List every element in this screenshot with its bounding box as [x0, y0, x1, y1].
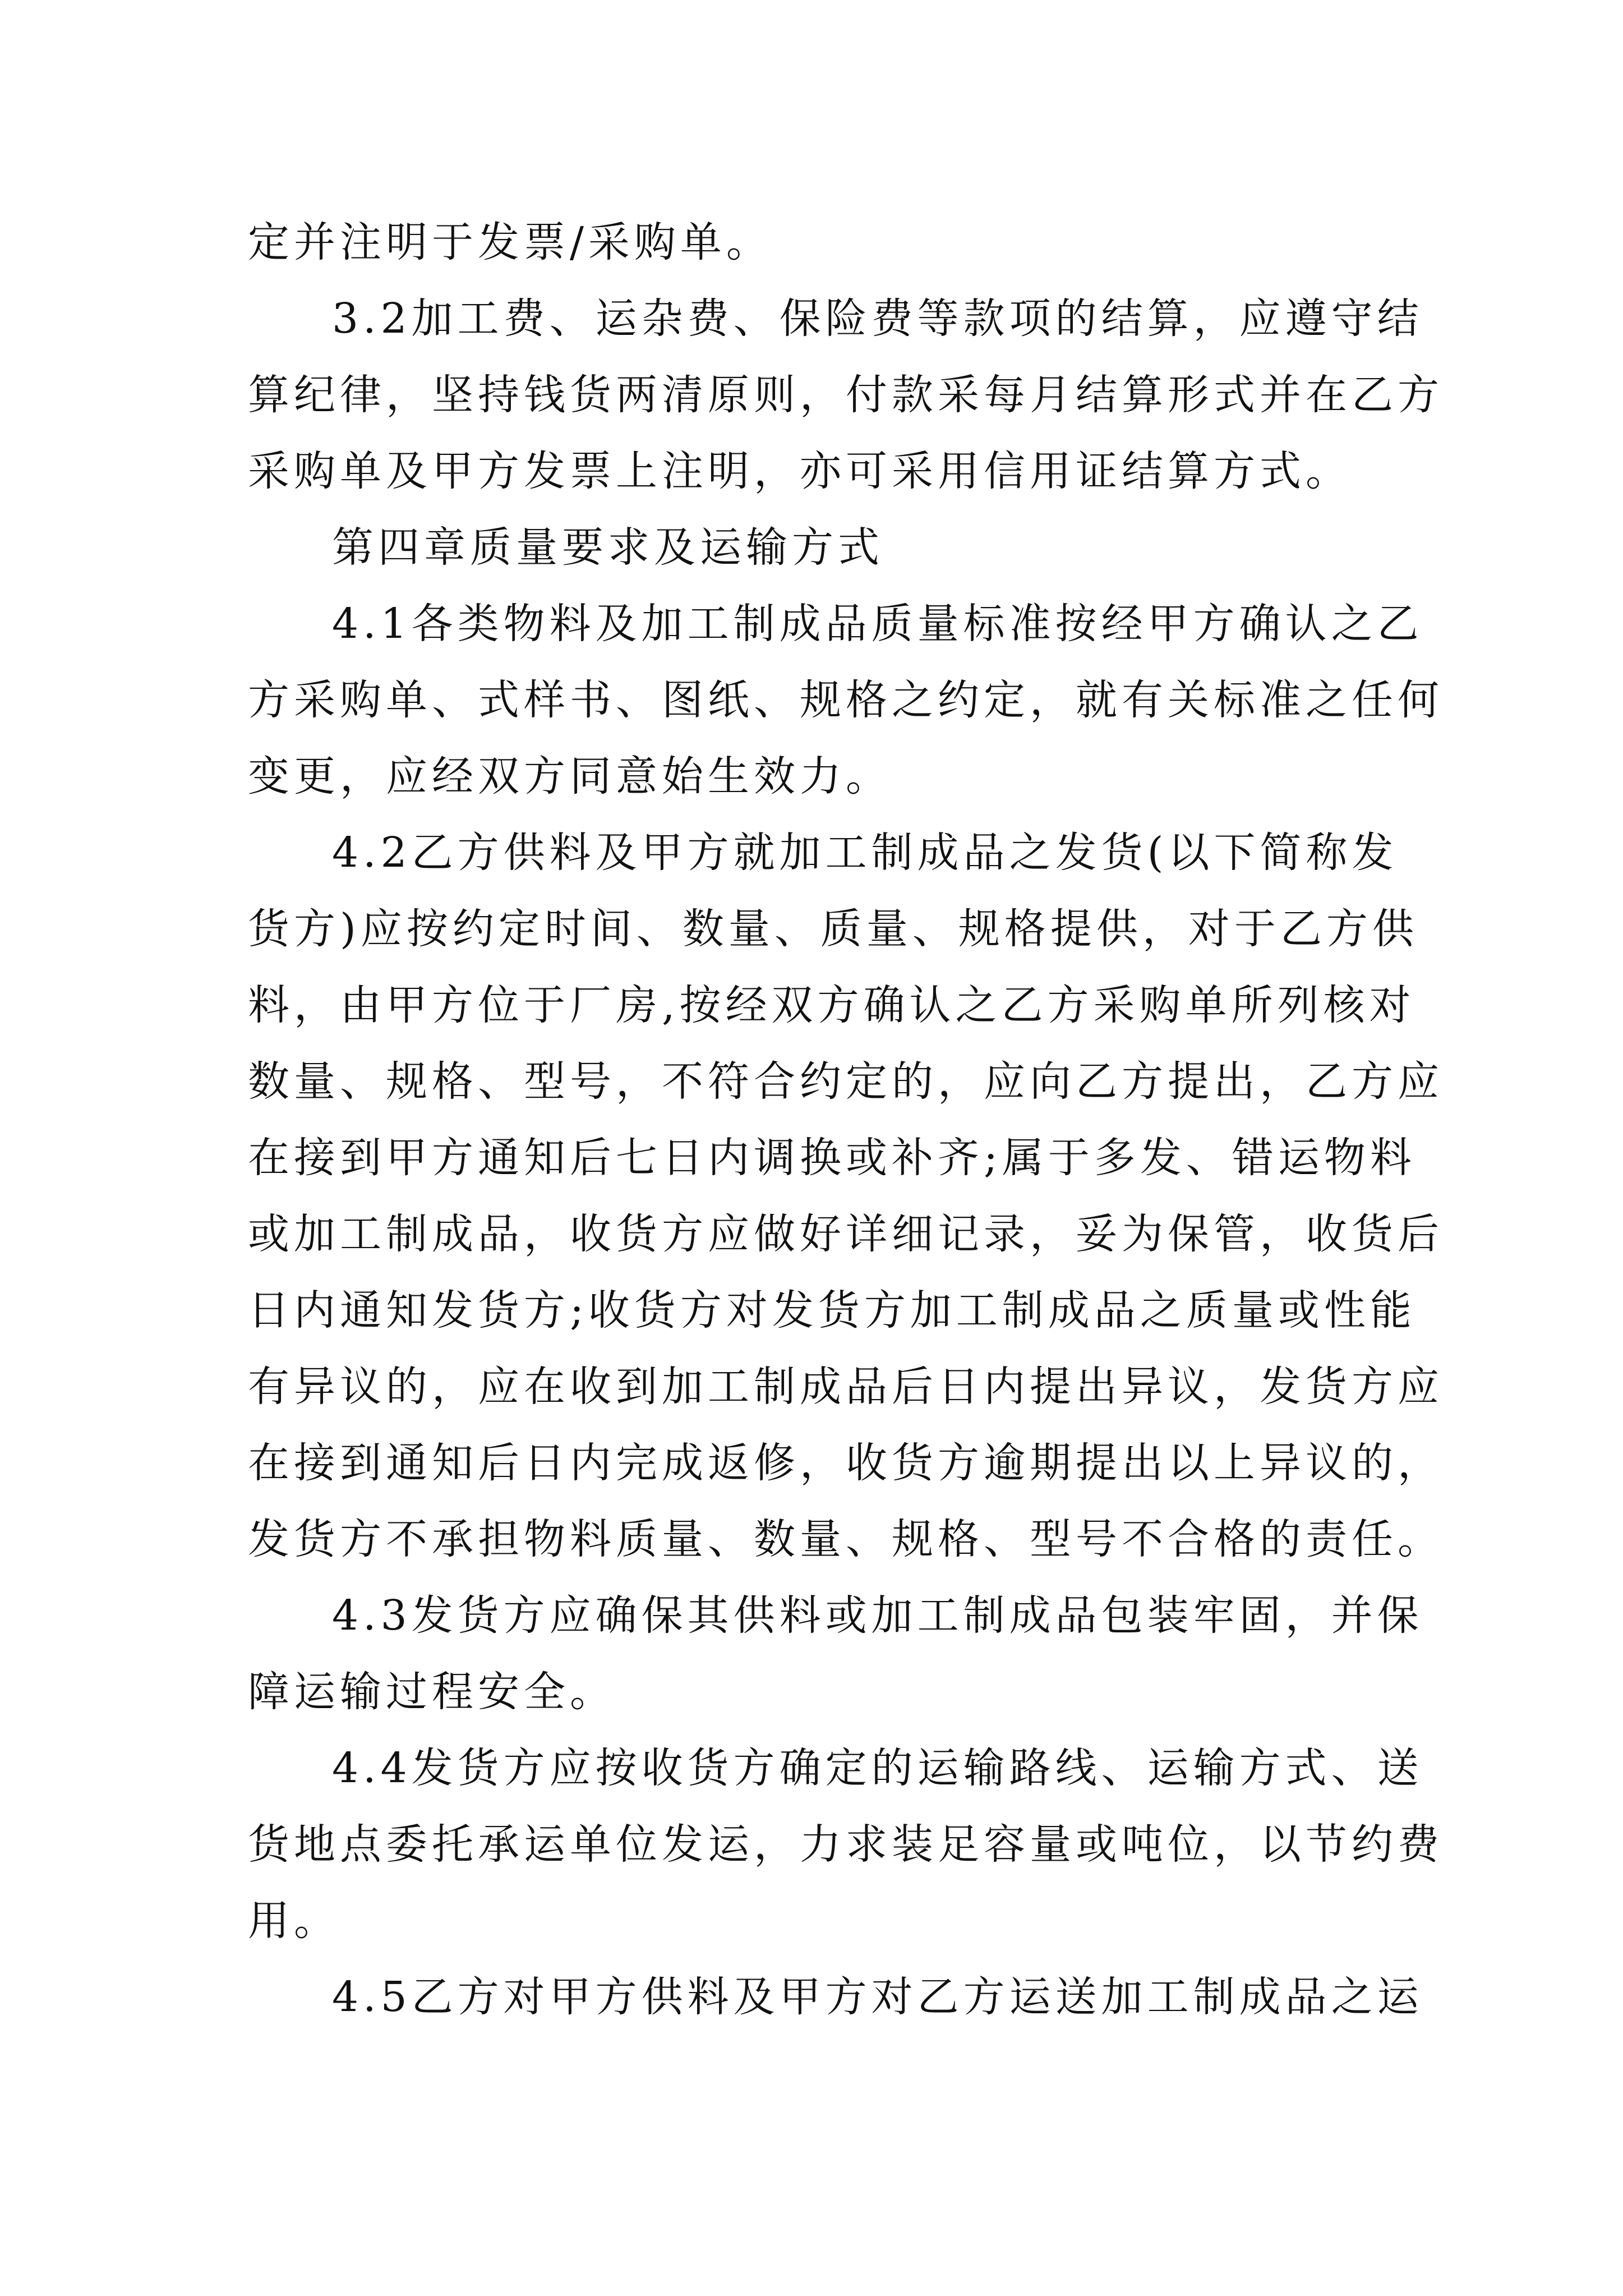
clause-3-2-line: 3.2加工费、运杂费、保险费等款项的结算，应遵守结 — [332, 295, 1423, 343]
text-line: 或加工制成品，收货方应做好详细记录，妥为保管，收货后 — [248, 1210, 1444, 1258]
text-line: 发货方不承担物料质量、数量、规格、型号不合格的责任。 — [248, 1515, 1444, 1563]
text-line: 采购单及甲方发票上注明，亦可采用信用证结算方式。 — [248, 447, 1352, 495]
clause-4-5-line: 4.5乙方对甲方供料及甲方对乙方运送加工制成品之运 — [332, 1973, 1423, 2021]
text-line: 数量、规格、型号，不符合约定的，应向乙方提出，乙方应 — [248, 1057, 1444, 1106]
text-line: 料，由甲方位于厂房,按经双方确认之乙方采购单所列核对 — [248, 981, 1415, 1029]
clause-4-3-line: 4.3发货方应确保其供料或加工制成品包装牢固，并保 — [332, 1591, 1423, 1640]
text-line: 日内通知发货方;收货方对发货方加工制成品之质量或性能 — [248, 1286, 1416, 1335]
clause-4-4-line: 4.4发货方应按收货方确定的运输路线、运输方式、送 — [332, 1744, 1423, 1792]
text-line: 有异议的，应在收到加工制成品后日内提出异议，发货方应 — [248, 1363, 1444, 1411]
text-line: 在接到通知后日内完成返修，收货方逾期提出以上异议的， — [248, 1439, 1444, 1487]
text-line: 算纪律，坚持钱货两清原则，付款采每月结算形式并在乙方 — [248, 371, 1444, 419]
clause-4-2-line: 4.2乙方供料及甲方就加工制成品之发货(以下简称发 — [332, 829, 1398, 877]
text-line: 在接到甲方通知后七日内调换或补齐;属于多发、错运物料 — [248, 1134, 1416, 1182]
text-line: 货地点委托承运单位发运，力求装足容量或吨位，以节约费 — [248, 1820, 1444, 1869]
text-line: 变更，应经双方同意始生效力。 — [248, 752, 892, 800]
clause-4-1-line: 4.1各类物料及加工制成品质量标准按经甲方确认之乙 — [332, 600, 1423, 648]
chapter-heading: 第四章质量要求及运输方式 — [332, 523, 884, 572]
text-line: 障运输过程安全。 — [248, 1668, 616, 1716]
text-line: 货方)应按约定时间、数量、质量、规格提供，对于乙方供 — [248, 905, 1418, 953]
text-line: 用。 — [248, 1897, 340, 1945]
text-line: 方采购单、式样书、图纸、规格之约定，就有关标准之任何 — [248, 676, 1444, 724]
text-line: 定并注明于发票/采购单。 — [248, 218, 772, 266]
